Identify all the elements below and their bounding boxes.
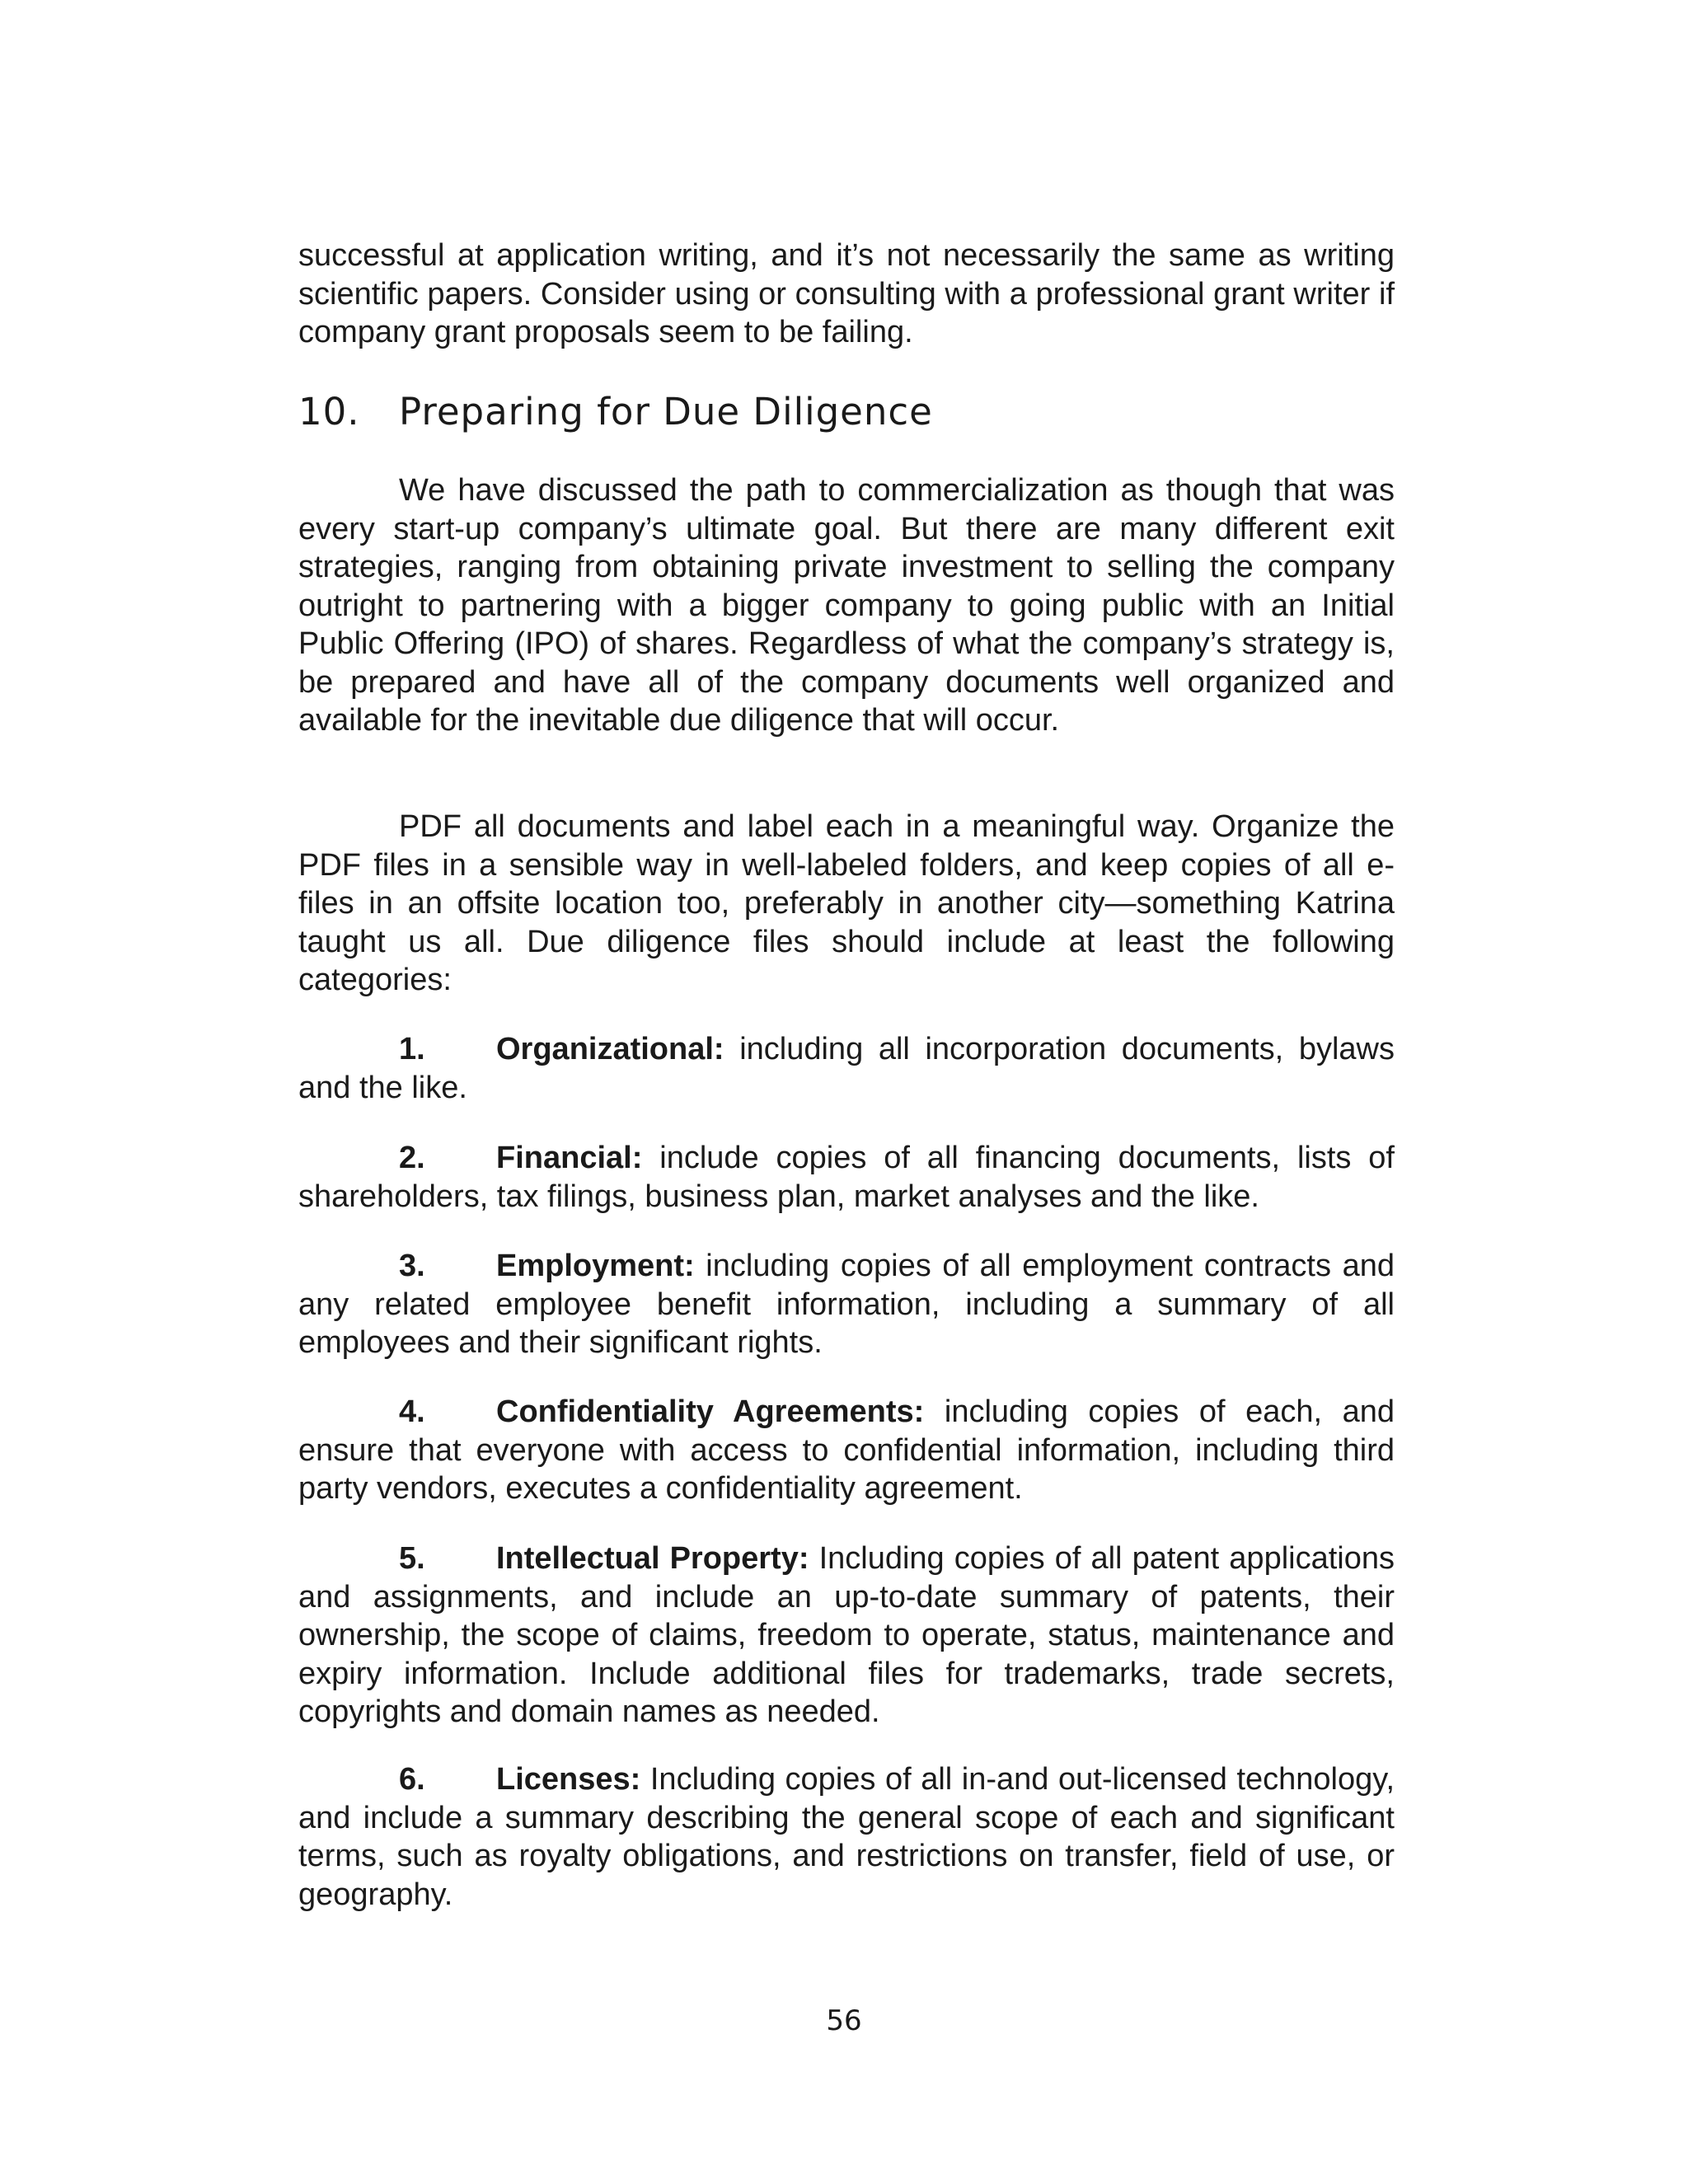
list-item-licenses xyxy=(298,1760,1395,1914)
list-item-number: 1. xyxy=(399,1032,425,1066)
list-item-text: Including copies of all in-and out-licensed technology, and include a summary describing the general scope of each and significant terms, such as royalty obligations, and restrictions on transfer, field of use, or geography. xyxy=(298,1762,1395,1912)
list-item-intellectual-property xyxy=(298,1540,1395,1732)
list-item-text: including copies of each, and ensure that everyone with access to confidential information, including third party vendors, executes a confidentiality agreement. xyxy=(298,1394,1395,1506)
continuation-paragraph: successful at application writing, and it’s not necessarily the same as writing scientific papers. Consider using or consulting with a professional grant writer if company grant proposals seem to be failing. xyxy=(298,238,1395,349)
list-item-number: 5. xyxy=(399,1541,425,1576)
section-title: Preparing for Due Diligence xyxy=(399,390,933,434)
list-item-text: include copies of all financing documents, lists of shareholders, tax filings, business plan, market analyses and the like. xyxy=(298,1141,1395,1214)
list-item-text: Including copies of all patent applications and assignments, and include an up-to-date summary of patents, their ownership, the scope of claims, freedom to operate, status, maintenance and expiry information. Include additional files for trademarks, trade secrets, copyrights and domain names as needed. xyxy=(298,1541,1395,1729)
list-item-term: Confidentiality Agreements: xyxy=(496,1394,925,1429)
paragraph-exit-strategies: We have discussed the path to commercialization as though that was every start-up company’s ultimate goal. But there are many different exit strategies, ranging from obtaining private investment to selling the company outright to partnering with a bigger company to going public with an Initial Public Offering (IPO) of shares. Regardless of what the company’s strategy is, be prepared and have all of the company documents well organized and available for the inevitable due diligence that will occur. xyxy=(298,473,1395,738)
page-number: 56 xyxy=(826,2004,862,2037)
list-item-term: Intellectual Property: xyxy=(496,1541,809,1576)
list-item-term: Organizational: xyxy=(496,1032,724,1066)
list-item-text: including copies of all employment contracts and any related employee benefit information, including a summary of all employees and their significant rights. xyxy=(298,1249,1395,1360)
list-item-number: 4. xyxy=(399,1394,425,1429)
list-item-confidentiality xyxy=(298,1393,1395,1508)
list-item-number: 6. xyxy=(399,1762,425,1797)
list-item-employment xyxy=(298,1247,1395,1362)
section-number: 10. xyxy=(298,390,360,434)
list-item-organizational xyxy=(298,1030,1395,1107)
section-heading xyxy=(298,389,933,435)
paragraph-pdf-documents: PDF all documents and label each in a meaningful way. Organize the PDF files in a sensible way in well-labeled folders, and keep copies of all e-files in an offsite location too, preferably in another city—something Katrina taught us all. Due diligence files should include at least the following categories: xyxy=(298,809,1395,997)
list-item-term: Employment: xyxy=(496,1249,695,1283)
list-item-text: including all incorporation documents, bylaws and the like. xyxy=(298,1032,1395,1105)
list-item-term: Financial: xyxy=(496,1141,643,1175)
list-item-number: 2. xyxy=(399,1141,425,1175)
list-item-term: Licenses: xyxy=(496,1762,641,1797)
list-item-financial xyxy=(298,1139,1395,1216)
list-item-number: 3. xyxy=(399,1249,425,1283)
